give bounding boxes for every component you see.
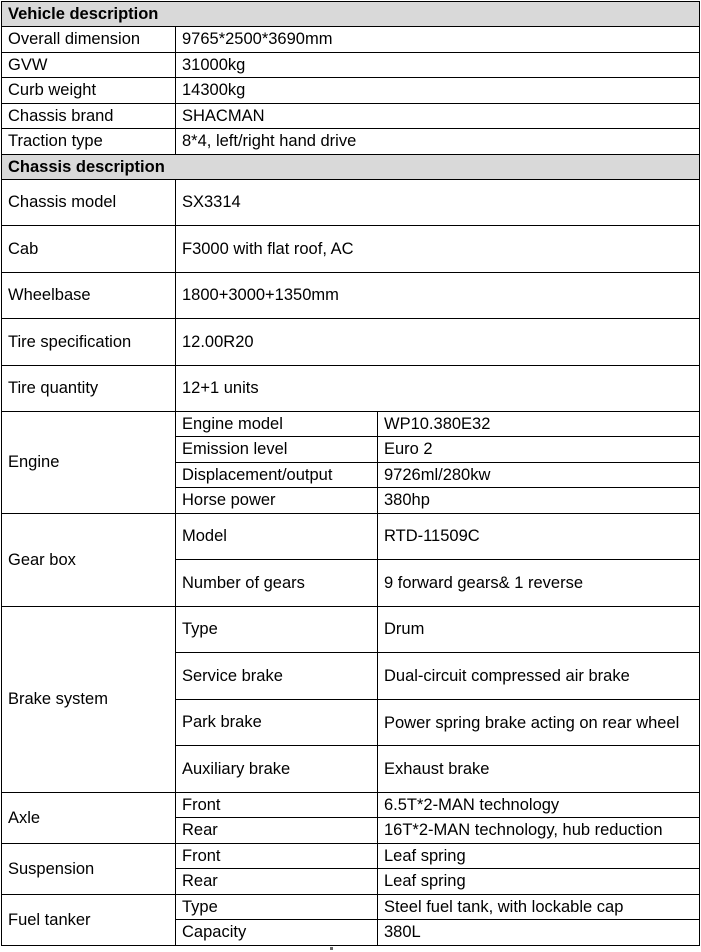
table-row — [2, 514, 700, 560]
table-row — [2, 104, 700, 129]
sub-label: Rear — [176, 818, 378, 844]
sub-value: Power spring brake acting on rear wheel — [378, 700, 700, 746]
row-label: Overall dimension — [2, 27, 176, 53]
sub-value: 9 forward gears& 1 reverse — [378, 560, 700, 607]
row-value: 31000kg — [176, 53, 700, 78]
table-row — [2, 78, 700, 104]
section-title-vehicle: Vehicle description — [2, 2, 700, 27]
table-row — [2, 793, 700, 818]
group-label-gearbox: Gear box — [2, 514, 176, 607]
table-row — [2, 319, 700, 366]
sub-value: 380L — [378, 920, 700, 946]
sub-label: Number of gears — [176, 560, 378, 607]
table-row — [2, 895, 700, 920]
sub-label: Front — [176, 844, 378, 869]
sub-label: Park brake — [176, 700, 378, 746]
row-value: 9765*2500*3690mm — [176, 27, 700, 53]
row-label: Tire specification — [2, 319, 176, 366]
table-row — [2, 366, 700, 412]
table-row — [2, 226, 700, 273]
table-row — [2, 844, 700, 869]
group-label-brake: Brake system — [2, 607, 176, 793]
page-marker — [330, 947, 333, 950]
row-value: F3000 with flat roof, AC — [176, 226, 700, 273]
row-value: 14300kg — [176, 78, 700, 104]
sub-value: 6.5T*2-MAN technology — [378, 793, 700, 818]
row-label: Chassis model — [2, 180, 176, 226]
group-label-axle: Axle — [2, 793, 176, 844]
sub-value: Euro 2 — [378, 437, 700, 463]
table-row — [2, 180, 700, 226]
sub-label: Displacement/output — [176, 463, 378, 488]
table-row — [2, 412, 700, 437]
sub-value: 9726ml/280kw — [378, 463, 700, 488]
sub-label: Type — [176, 895, 378, 920]
row-value: 12+1 units — [176, 366, 700, 412]
row-label: Chassis brand — [2, 104, 176, 129]
row-value: 1800+3000+1350mm — [176, 273, 700, 319]
sub-label: Type — [176, 607, 378, 653]
sub-value: Drum — [378, 607, 700, 653]
sub-label: Horse power — [176, 488, 378, 514]
row-value: 12.00R20 — [176, 319, 700, 366]
table-row — [2, 53, 700, 78]
sub-label: Engine model — [176, 412, 378, 437]
group-label-engine: Engine — [2, 412, 176, 514]
sub-value: WP10.380E32 — [378, 412, 700, 437]
row-label: GVW — [2, 53, 176, 78]
sub-value: Leaf spring — [378, 844, 700, 869]
sub-value: RTD-11509C — [378, 514, 700, 560]
sub-label: Auxiliary brake — [176, 746, 378, 793]
row-value: SHACMAN — [176, 104, 700, 129]
row-value: SX3314 — [176, 180, 700, 226]
sub-label: Model — [176, 514, 378, 560]
row-label: Traction type — [2, 129, 176, 155]
sub-label: Rear — [176, 869, 378, 895]
sub-value: Exhaust brake — [378, 746, 700, 793]
sub-value: 16T*2-MAN technology, hub reduction — [378, 818, 700, 844]
sub-value: 380hp — [378, 488, 700, 514]
row-label: Wheelbase — [2, 273, 176, 319]
row-label: Curb weight — [2, 78, 176, 104]
table-row — [2, 607, 700, 653]
row-label: Tire quantity — [2, 366, 176, 412]
section-title-chassis: Chassis description — [2, 155, 700, 180]
spec-table — [1, 1, 700, 946]
sub-label: Service brake — [176, 653, 378, 700]
section-header-row — [2, 2, 700, 27]
sub-label: Front — [176, 793, 378, 818]
group-label-fuel: Fuel tanker — [2, 895, 176, 946]
row-label: Cab — [2, 226, 176, 273]
sub-value: Dual-circuit compressed air brake — [378, 653, 700, 700]
sub-label: Capacity — [176, 920, 378, 946]
sub-value: Steel fuel tank, with lockable cap — [378, 895, 700, 920]
sub-label: Emission level — [176, 437, 378, 463]
table-row — [2, 129, 700, 155]
table-row — [2, 273, 700, 319]
sub-value: Leaf spring — [378, 869, 700, 895]
group-label-suspension: Suspension — [2, 844, 176, 895]
row-value: 8*4, left/right hand drive — [176, 129, 700, 155]
table-row — [2, 27, 700, 53]
section-header-row — [2, 155, 700, 180]
